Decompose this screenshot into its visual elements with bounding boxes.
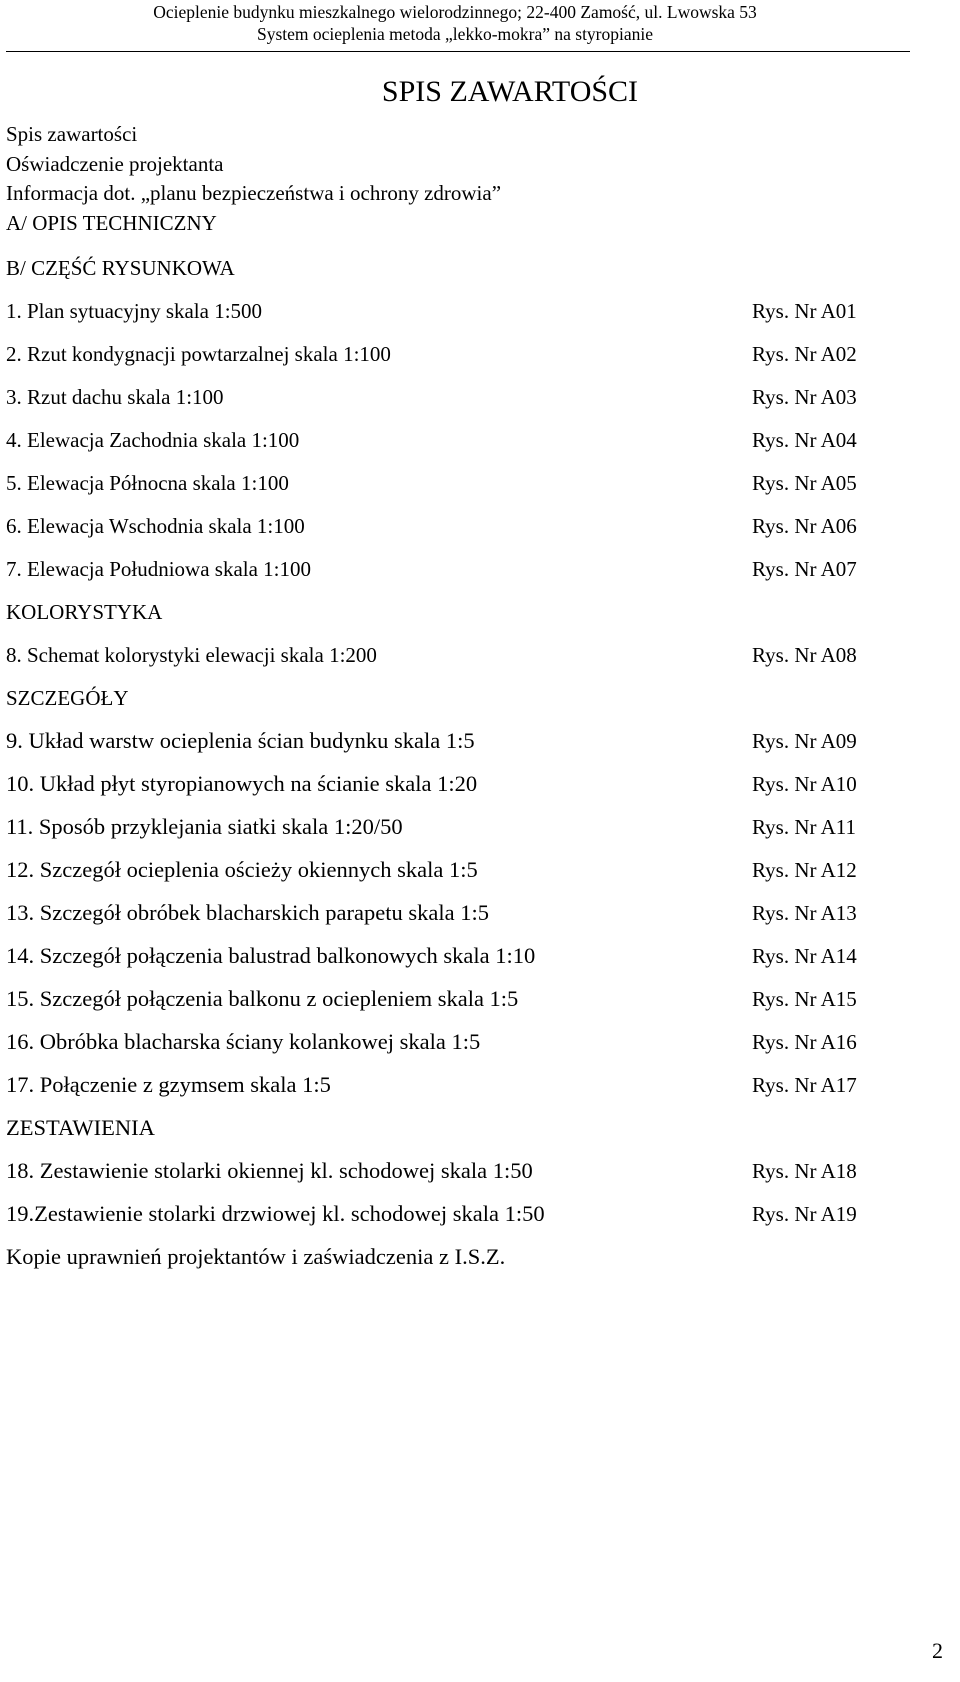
drawing-item: 14. Szczegół połączenia balustrad balkonowych skala 1:10 bbox=[6, 943, 536, 968]
drawing-ref: Rys. Nr A06 bbox=[752, 514, 857, 538]
drawing-item: 19.Zestawienie stolarki drzwiowej kl. schodowej skala 1:50 bbox=[6, 1201, 545, 1226]
section-heading: ZESTAWIENIA bbox=[6, 1115, 155, 1140]
section-heading: A/ OPIS TECHNICZNY bbox=[6, 211, 217, 235]
drawing-item: 15. Szczegół połączenia balkonu z ociepleniem skala 1:5 bbox=[6, 986, 519, 1011]
drawing-ref: Rys. Nr A07 bbox=[752, 557, 857, 581]
drawing-ref: Rys. Nr A14 bbox=[752, 944, 857, 968]
intro-item: Spis zawartości bbox=[6, 122, 138, 146]
drawing-ref: Rys. Nr A09 bbox=[752, 729, 857, 753]
drawing-item: 8. Schemat kolorystyki elewacji skala 1:200 bbox=[6, 643, 377, 667]
drawing-ref: Rys. Nr A18 bbox=[752, 1159, 857, 1183]
drawing-item: 9. Układ warstw ocieplenia ścian budynku skala 1:5 bbox=[6, 728, 475, 753]
drawing-ref: Rys. Nr A15 bbox=[752, 987, 857, 1011]
section-heading: KOLORYSTYKA bbox=[6, 600, 163, 624]
intro-item: Oświadczenie projektanta bbox=[6, 152, 224, 176]
document-header-line-2: System ocieplenia metoda „lekko-mokra” na styropianie bbox=[256, 24, 654, 44]
drawing-ref: Rys. Nr A13 bbox=[752, 901, 857, 925]
document-header-line-1: Ocieplenie budynku mieszkalnego wielorodzinnego; 22-400 Zamość, ul. Lwowska 53 bbox=[153, 2, 757, 22]
drawing-item: 5. Elewacja Północna skala 1:100 bbox=[6, 471, 289, 495]
page-number: 2 bbox=[932, 1638, 943, 1663]
drawing-ref: Rys. Nr A11 bbox=[752, 815, 856, 839]
drawing-item: 13. Szczegół obróbek blacharskich parapetu skala 1:5 bbox=[6, 900, 489, 925]
section-heading: SZCZEGÓŁY bbox=[6, 686, 129, 710]
drawing-item: 7. Elewacja Południowa skala 1:100 bbox=[6, 557, 312, 581]
section-heading: B/ CZĘŚĆ RYSUNKOWA bbox=[6, 256, 235, 280]
drawing-item: 16. Obróbka blacharska ściany kolankowej skala 1:5 bbox=[6, 1029, 481, 1054]
header-divider bbox=[6, 51, 910, 52]
drawing-item: 18. Zestawienie stolarki okiennej kl. schodowej skala 1:50 bbox=[6, 1158, 533, 1183]
drawing-item: 17. Połączenie z gzymsem skala 1:5 bbox=[6, 1072, 331, 1097]
drawing-ref: Rys. Nr A05 bbox=[752, 471, 857, 495]
drawing-item: 4. Elewacja Zachodnia skala 1:100 bbox=[6, 428, 300, 452]
drawing-ref: Rys. Nr A02 bbox=[752, 342, 857, 366]
drawing-item: 11. Sposób przyklejania siatki skala 1:20/50 bbox=[6, 814, 403, 839]
drawing-item: 1. Plan sytuacyjny skala 1:500 bbox=[6, 299, 263, 323]
drawing-item: 2. Rzut kondygnacji powtarzalnej skala 1:100 bbox=[6, 342, 391, 366]
drawing-item: 12. Szczegół ocieplenia ościeży okiennych skala 1:5 bbox=[6, 857, 478, 882]
drawing-ref: Rys. Nr A01 bbox=[752, 299, 857, 323]
drawing-ref: Rys. Nr A19 bbox=[752, 1202, 857, 1226]
drawing-item: 6. Elewacja Wschodnia skala 1:100 bbox=[6, 514, 305, 538]
drawing-ref: Rys. Nr A08 bbox=[752, 643, 857, 667]
drawing-item: 10. Układ płyt styropianowych na ścianie skala 1:20 bbox=[6, 771, 478, 796]
footer-line: Kopie uprawnień projektantów i zaświadczenia z I.S.Z. bbox=[6, 1244, 506, 1269]
drawing-ref: Rys. Nr A10 bbox=[752, 772, 857, 796]
intro-item: Informacja dot. „planu bezpieczeństwa i ochrony zdrowia” bbox=[6, 181, 502, 205]
drawing-ref: Rys. Nr A17 bbox=[752, 1073, 857, 1097]
drawing-item: 3. Rzut dachu skala 1:100 bbox=[6, 385, 224, 409]
page-title: SPIS ZAWARTOŚCI bbox=[381, 75, 639, 108]
drawing-ref: Rys. Nr A04 bbox=[752, 428, 857, 452]
drawing-ref: Rys. Nr A12 bbox=[752, 858, 857, 882]
drawing-ref: Rys. Nr A03 bbox=[752, 385, 857, 409]
drawing-ref: Rys. Nr A16 bbox=[752, 1030, 857, 1054]
